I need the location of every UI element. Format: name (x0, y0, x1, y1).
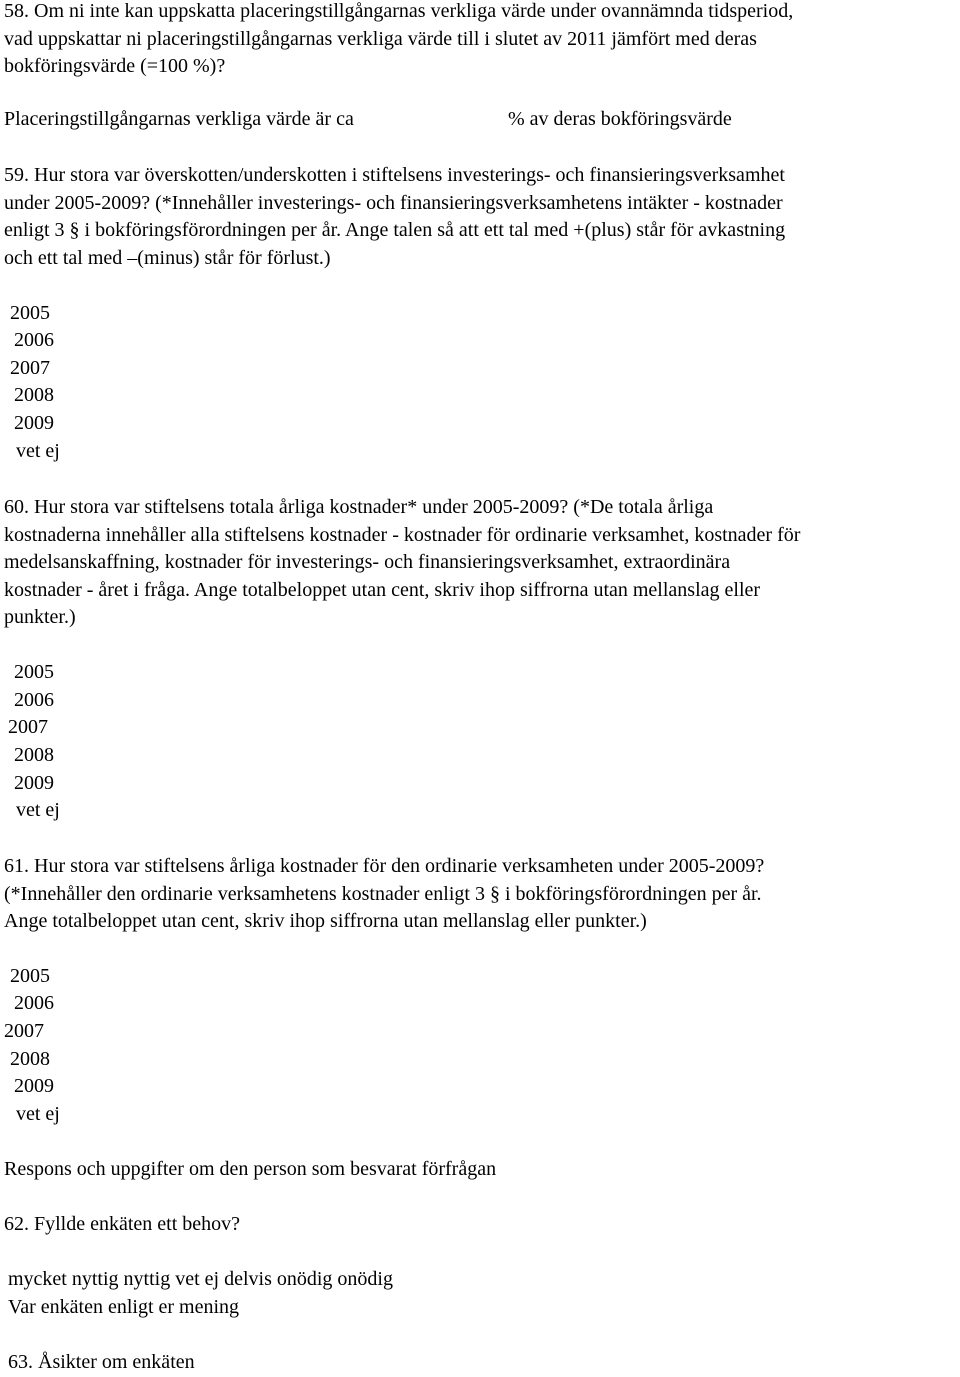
question-60-year-label: 2006 (14, 689, 54, 711)
question-59-year-label: 2007 (10, 357, 50, 379)
question-59 (4, 162, 958, 272)
question-61-dont-know-label: vet ej (16, 1103, 60, 1125)
question-60-text-line-2: kostnaderna innehåller alla stiftelsens kostnader - kostnader för ordinarie verksamhet, kostnader för (4, 523, 801, 546)
question-62-scale-options: mycket nyttig nyttig vet ej delvis onödig onödig (8, 1268, 393, 1290)
question-59-text-line-3: enligt 3 § i bokföringsförordningen per år. Ange talen så att ett tal med +(plus) står för avkastning (4, 219, 786, 241)
question-60 (4, 494, 958, 632)
question-59-year-label: 2005 (10, 302, 50, 324)
question-61-text-line-2: (*Innehåller den ordinarie verksamhetens kostnader enligt 3 § i bokföringsförordningen per år. (4, 882, 762, 905)
question-60-year-label: 2009 (14, 772, 54, 794)
question-61-year-label: 2005 (10, 965, 50, 987)
question-58-text-line-2: vad uppskattar ni placeringstillgångarnas verkliga värde till i slutet av 2011 jämfört med deras (4, 27, 757, 50)
question-59-year-label: 2008 (14, 384, 54, 406)
question-60-text-line-3: medelsanskaffning, kostnader för investerings- och finansieringsverksamhet, extraordinära (4, 551, 731, 573)
question-61-year-label: 2006 (14, 992, 54, 1014)
question-58-text-line-3: bokföringsvärde (=100 %)? (4, 55, 226, 77)
question-61-year-label: 2009 (14, 1075, 54, 1097)
question-62-sub-label: Var enkäten enligt er mening (8, 1296, 240, 1318)
question-61 (4, 853, 958, 936)
question-59-text-line-1: 59. Hur stora var överskotten/underskotten i stiftelsens investerings- och finansieringsverksamhet (4, 164, 785, 186)
section-heading: Respons och uppgifter om den person som besvarat förfrågan (4, 1158, 497, 1180)
question-60-year-label: 2007 (8, 716, 48, 738)
question-59-year-label: 2009 (14, 412, 54, 434)
question-59-year-label: 2006 (14, 329, 54, 351)
question-62-title: 62. Fyllde enkäten ett behov? (4, 1213, 241, 1235)
question-59-dont-know-label: vet ej (16, 440, 60, 462)
question-61-text-line-3: Ange totalbeloppet utan cent, skriv ihop siffrorna utan mellanslag eller punkter.) (4, 910, 647, 932)
question-60-text-line-4: kostnader - året i fråga. Ange totalbeloppet utan cent, skriv ihop siffrorna utan mellanslag eller (4, 578, 761, 601)
question-58-answer-suffix: % av deras bokföringsvärde (508, 108, 732, 130)
question-60-year-label: 2005 (14, 661, 54, 683)
question-60-year-label: 2008 (14, 744, 54, 766)
question-59-text-line-2: under 2005-2009? (*Innehåller investerings- och finansieringsverksamhetens intäkter - kostnader (4, 191, 783, 214)
question-58-text-line-1: 58. Om ni inte kan uppskatta placeringstillgångarnas verkliga värde under ovannämnda tidsperiod, (4, 0, 794, 22)
question-60-text-line-1: 60. Hur stora var stiftelsens totala årliga kostnader* under 2005-2009? (*De totala årliga (4, 496, 714, 518)
question-60-text-line-5: punkter.) (4, 606, 76, 628)
question-61-year-label: 2008 (10, 1048, 50, 1070)
question-60-dont-know-label: vet ej (16, 799, 60, 821)
question-59-text-line-4: och ett tal med –(minus) står för förlust.) (4, 246, 331, 269)
question-58-answer-label: Placeringstillgångarnas verkliga värde är ca (4, 108, 354, 130)
question-61-text-line-1: 61. Hur stora var stiftelsens årliga kostnader för den ordinarie verksamheten under 2005-2009? (4, 855, 765, 877)
question-61-year-label: 2007 (4, 1020, 44, 1042)
question-63-title: 63. Åsikter om enkäten (8, 1351, 195, 1373)
question-58 (4, 0, 958, 81)
